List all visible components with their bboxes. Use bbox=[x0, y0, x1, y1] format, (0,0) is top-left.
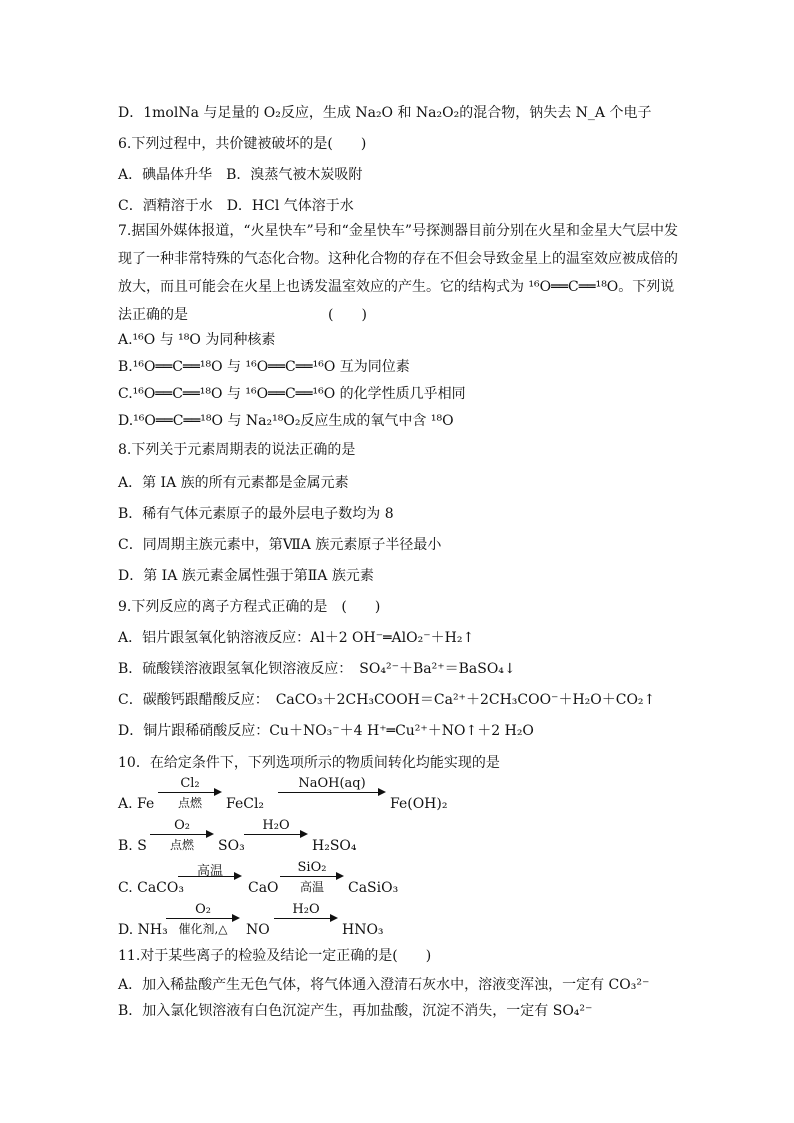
rxn-end: HNO₃ bbox=[342, 922, 384, 938]
rxn-end: H₂SO₄ bbox=[312, 838, 357, 854]
rxn-arrow-above: Cl₂ bbox=[180, 776, 200, 791]
rxn-start: B. S bbox=[118, 838, 147, 854]
rxn-arrow-above: H₂O bbox=[262, 818, 290, 833]
question-7-option-b: B.¹⁶O══C══¹⁸O 与 ¹⁶O══C══¹⁶O 互为同位素 bbox=[118, 359, 410, 375]
rxn-mid: CaO bbox=[248, 880, 279, 896]
rxn-arrow-above: O₂ bbox=[174, 818, 190, 833]
question-7-option-d: D.¹⁶O══C══¹⁸O 与 Na₂¹⁸O₂反应生成的氧气中含 ¹⁸O bbox=[118, 413, 454, 429]
question-6-stem: 6.下列过程中，共价键被破坏的是( ) bbox=[118, 136, 367, 152]
question-8-option-a: A．第 IA 族的所有元素都是金属元素 bbox=[118, 475, 349, 491]
rxn-mid: NO bbox=[246, 922, 270, 938]
rxn-arrow-1 bbox=[166, 902, 240, 936]
rxn-arrow-1 bbox=[150, 818, 214, 852]
question-9-option-a: A．铝片跟氢氧化钠溶液反应：Al＋2 OH⁻═AlO₂⁻＋H₂↑ bbox=[118, 630, 475, 646]
question-8-option-d: D．第 IA 族元素金属性强于第ⅡA 族元素 bbox=[118, 568, 374, 584]
question-8-stem: 8.下列关于元素周期表的说法正确的是 bbox=[118, 442, 356, 458]
rxn-arrow-above: NaOH(aq) bbox=[298, 776, 366, 791]
question-7-option-a: A.¹⁶O 与 ¹⁸O 为同种核素 bbox=[118, 332, 276, 348]
question-8-option-b: B．稀有气体元素原子的最外层电子数均为 8 bbox=[118, 506, 394, 522]
question-6-options-ab: A．碘晶体升华 B．溴蒸气被木炭吸附 bbox=[118, 167, 363, 183]
rxn-arrow-2 bbox=[278, 776, 386, 806]
rxn-arrow-2 bbox=[244, 818, 308, 848]
rxn-mid: SO₃ bbox=[218, 838, 245, 854]
rxn-arrow-1 bbox=[158, 776, 222, 810]
rxn-arrow-below: 点燃 bbox=[169, 838, 194, 852]
question-9-stem: 9.下列反应的离子方程式正确的是 ( ) bbox=[118, 599, 381, 615]
question-11-option-b: B．加入氯化钡溶液有白色沉淀产生，再加盐酸，沉淀不消失，一定有 SO₄²⁻ bbox=[118, 1003, 593, 1019]
rxn-end: CaSiO₃ bbox=[348, 880, 399, 896]
question-9-option-c: C．碳酸钙跟醋酸反应： CaCO₃＋2CH₃COOH＝Ca²⁺＋2CH₃COO⁻＋H₂O＋CO₂↑ bbox=[118, 692, 656, 708]
question-5-option-d: D．1molNa 与足量的 O₂反应，生成 Na₂O 和 Na₂O₂的混合物，钠失去 N_A 个电子 bbox=[118, 105, 652, 121]
question-7-option-c: C.¹⁶O══C══¹⁸O 与 ¹⁶O══C══¹⁶O 的化学性质几乎相同 bbox=[118, 386, 466, 402]
question-10-option-d bbox=[118, 904, 678, 940]
question-8-option-c: C．同周期主族元素中，第ⅦA 族元素原子半径最小 bbox=[118, 537, 442, 553]
rxn-start: A. Fe bbox=[118, 796, 155, 812]
question-10-option-a bbox=[118, 778, 678, 814]
rxn-arrow-above: H₂O bbox=[292, 902, 320, 917]
question-7-stem: 7.据国外媒体报道，“火星快车”号和“金星快车”号探测器目前分别在火星和金星大气层中发现了一种非常特殊的气态化合物。这种化合物的存在不但会导致金星上的温室效应被成倍的放大，而且可能会在火星上也诱发温室效应的产生。它的结构式为 ¹⁶O══C══¹⁸O。下列说法正确的是 ( ) bbox=[118, 223, 678, 323]
question-9-option-b: B．硫酸镁溶液跟氢氧化钡溶液反应： SO₄²⁻＋Ba²⁺＝BaSO₄↓ bbox=[118, 661, 516, 677]
rxn-arrow-below: 点燃 bbox=[177, 796, 202, 810]
rxn-start: D. NH₃ bbox=[118, 922, 168, 938]
question-9-option-d: D．铜片跟稀硝酸反应：Cu＋NO₃⁻＋4 H⁺═Cu²⁺＋NO↑＋2 H₂O bbox=[118, 723, 534, 739]
rxn-arrow-2 bbox=[274, 902, 338, 932]
question-11-stem: 11.对于某些离子的检验及结论一定正确的是( ) bbox=[118, 948, 432, 964]
question-10-stem: 10．在给定条件下，下列选项所示的物质间转化均能实现的是 bbox=[118, 755, 500, 771]
rxn-arrow-below: 催化剂,△ bbox=[178, 922, 228, 936]
question-10-option-c bbox=[118, 862, 678, 898]
rxn-start: C. CaCO₃ bbox=[118, 880, 184, 896]
rxn-end: Fe(OH)₂ bbox=[390, 796, 448, 812]
rxn-arrow-above: 高温 bbox=[196, 864, 223, 879]
rxn-arrow-2 bbox=[280, 860, 344, 894]
rxn-arrow-above: O₂ bbox=[195, 902, 211, 917]
rxn-mid: FeCl₂ bbox=[226, 796, 265, 812]
question-10-option-b bbox=[118, 820, 678, 856]
rxn-arrow-1 bbox=[178, 860, 242, 890]
question-11-option-a: A．加入稀盐酸产生无色气体，将气体通入澄清石灰水中，溶液变浑浊，一定有 CO₃²⁻ bbox=[118, 977, 650, 993]
rxn-arrow-below: 高温 bbox=[299, 880, 324, 894]
question-6-options-cd: C．酒精溶于水 D．HCl 气体溶于水 bbox=[118, 198, 354, 214]
rxn-arrow-above: SiO₂ bbox=[297, 860, 327, 875]
